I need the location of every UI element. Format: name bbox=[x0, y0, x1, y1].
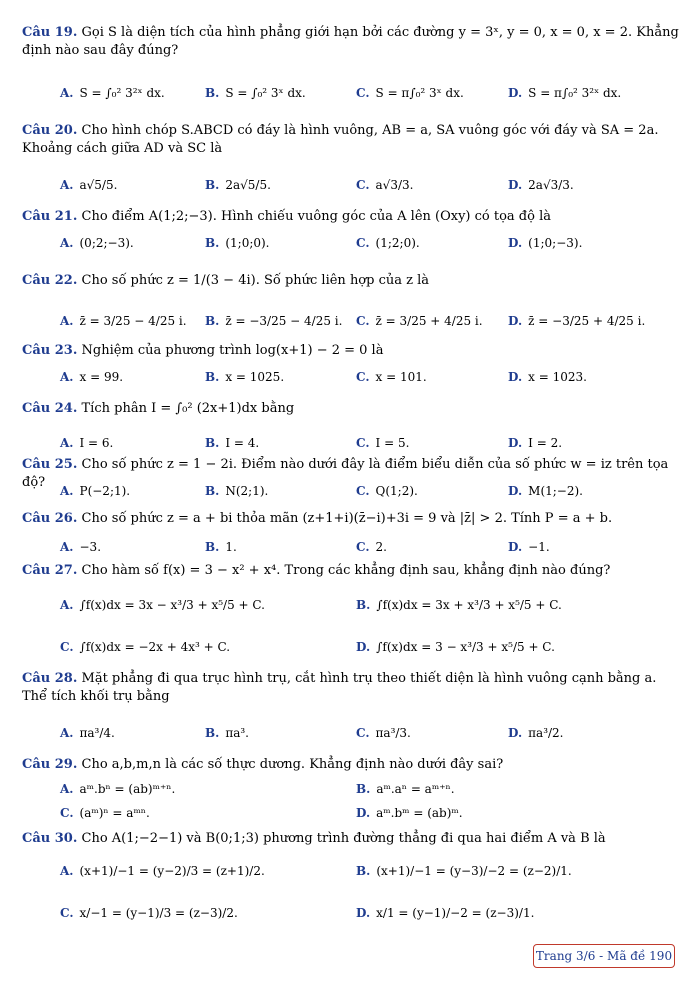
option-c[interactable]: C. I = 5. bbox=[356, 436, 410, 450]
question-text: Cho hình chóp S.ABCD có đáy là hình vuông, AB = a, SA vuông góc với đáy và SA = 2a. Khoảng cách giữa AD và SC là bbox=[22, 123, 659, 156]
question-text: Mặt phẳng đi qua trục hình trụ, cắt hình trụ theo thiết diện là hình vuông cạnh bằng a. Thể tích khối trụ bằng bbox=[22, 671, 657, 704]
option-b[interactable]: B. ∫f(x)dx = 3x + x³/3 + x⁵/5 + C. bbox=[356, 598, 562, 612]
option-c[interactable]: C. ∫f(x)dx = −2x + 4x³ + C. bbox=[60, 640, 231, 654]
question-number: Câu 22. bbox=[22, 273, 78, 288]
option-b[interactable]: B. N(2;1). bbox=[205, 484, 269, 498]
option-d[interactable]: D. M(1;−2). bbox=[508, 484, 583, 498]
option-a[interactable]: A. (0;2;−3). bbox=[60, 236, 134, 250]
option-a[interactable]: A. I = 6. bbox=[60, 436, 114, 450]
question-number: Câu 30. bbox=[22, 831, 78, 846]
option-d[interactable]: D. (1;0;−3). bbox=[508, 236, 583, 250]
question-number: Câu 24. bbox=[22, 401, 78, 416]
page-footer: Trang 3/6 - Mã đề 190 bbox=[533, 944, 675, 968]
question-text: Gọi S là diện tích của hình phẳng giới hạn bởi các đường y = 3ˣ, y = 0, x = 0, x = 2. Khẳng định nào sau đây đúng? bbox=[22, 25, 679, 58]
option-d[interactable]: D. 2a√3/3. bbox=[508, 178, 574, 192]
question-24 bbox=[22, 400, 682, 418]
option-c[interactable]: C. x/−1 = (y−1)/3 = (z−3)/2. bbox=[60, 906, 238, 920]
question-number: Câu 20. bbox=[22, 123, 78, 138]
question-number: Câu 29. bbox=[22, 757, 78, 772]
question-number: Câu 21. bbox=[22, 209, 78, 224]
question-22 bbox=[22, 272, 682, 290]
question-number: Câu 19. bbox=[22, 25, 78, 40]
question-number: Câu 25. bbox=[22, 457, 78, 472]
question-number: Câu 26. bbox=[22, 511, 78, 526]
option-b[interactable]: B. (1;0;0). bbox=[205, 236, 270, 250]
option-d[interactable]: D. I = 2. bbox=[508, 436, 563, 450]
option-d[interactable]: D. x = 1023. bbox=[508, 370, 587, 384]
question-20 bbox=[22, 122, 682, 158]
option-b[interactable]: B. x = 1025. bbox=[205, 370, 285, 384]
option-a[interactable]: A. S = ∫₀² 3²ˣ dx. bbox=[60, 86, 165, 100]
option-b[interactable]: B. πa³. bbox=[205, 726, 249, 740]
question-27 bbox=[22, 562, 682, 580]
option-a[interactable]: A. P(−2;1). bbox=[60, 484, 131, 498]
option-a[interactable]: A. z̄ = 3/25 − 4/25 i. bbox=[60, 314, 187, 328]
option-d[interactable]: D. ∫f(x)dx = 3 − x³/3 + x⁵/5 + C. bbox=[356, 640, 555, 654]
question-text: Cho điểm A(1;2;−3). Hình chiếu vuông góc của A lên (Oxy) có tọa độ là bbox=[81, 209, 551, 224]
question-number: Câu 23. bbox=[22, 343, 78, 358]
question-text: Nghiệm của phương trình log(x+1) − 2 = 0 là bbox=[81, 343, 384, 358]
option-b[interactable]: B. z̄ = −3/25 − 4/25 i. bbox=[205, 314, 343, 328]
question-text: Cho số phức z = 1/(3 − 4i). Số phức liên hợp của z là bbox=[81, 273, 430, 288]
option-a[interactable]: A. a√5/5. bbox=[60, 178, 118, 192]
option-c[interactable]: C. (aᵐ)ⁿ = aᵐⁿ. bbox=[60, 806, 150, 820]
question-text: Cho A(1;−2−1) và B(0;1;3) phương trình đường thẳng đi qua hai điểm A và B là bbox=[81, 831, 606, 846]
question-text: Cho số phức z = a + bi thỏa mãn (z+1+i)(z̄−i)+3i = 9 và |z̄| > 2. Tính P = a + b. bbox=[81, 511, 613, 526]
option-b[interactable]: B. aᵐ.aⁿ = aᵐ⁺ⁿ. bbox=[356, 782, 455, 796]
question-text: Cho a,b,m,n là các số thực dương. Khẳng định nào dưới đây sai? bbox=[81, 757, 504, 772]
option-c[interactable]: C. Q(1;2). bbox=[356, 484, 418, 498]
question-number: Câu 27. bbox=[22, 563, 78, 578]
option-b[interactable]: B. S = ∫₀² 3ˣ dx. bbox=[205, 86, 306, 100]
question-30 bbox=[22, 830, 682, 848]
option-b[interactable]: B. 1. bbox=[205, 540, 237, 554]
option-c[interactable]: C. (1;2;0). bbox=[356, 236, 420, 250]
option-c[interactable]: C. x = 101. bbox=[356, 370, 427, 384]
question-number: Câu 28. bbox=[22, 671, 78, 686]
question-19 bbox=[22, 24, 682, 60]
option-c[interactable]: C. S = π∫₀² 3ˣ dx. bbox=[356, 86, 464, 100]
option-d[interactable]: D. z̄ = −3/25 + 4/25 i. bbox=[508, 314, 646, 328]
option-d[interactable]: D. aᵐ.bᵐ = (ab)ᵐ. bbox=[356, 806, 463, 820]
question-28 bbox=[22, 670, 682, 706]
option-c[interactable]: C. 2. bbox=[356, 540, 387, 554]
question-26 bbox=[22, 510, 682, 528]
question-21 bbox=[22, 208, 682, 226]
option-d[interactable]: D. πa³/2. bbox=[508, 726, 564, 740]
question-text: Cho số phức z = 1 − 2i. Điểm nào dưới đây là điểm biểu diễn của số phức w = iz trên tọa độ? bbox=[22, 457, 669, 490]
option-d[interactable]: D. S = π∫₀² 3²ˣ dx. bbox=[508, 86, 622, 100]
option-c[interactable]: C. z̄ = 3/25 + 4/25 i. bbox=[356, 314, 483, 328]
option-b[interactable]: B. 2a√5/5. bbox=[205, 178, 271, 192]
option-b[interactable]: B. (x+1)/−1 = (y−3)/−2 = (z−2)/1. bbox=[356, 864, 572, 878]
option-a[interactable]: A. ∫f(x)dx = 3x − x³/3 + x⁵/5 + C. bbox=[60, 598, 265, 612]
option-d[interactable]: D. x/1 = (y−1)/−2 = (z−3)/1. bbox=[356, 906, 535, 920]
option-b[interactable]: B. I = 4. bbox=[205, 436, 260, 450]
question-text: Cho hàm số f(x) = 3 − x² + x⁴. Trong các khẳng định sau, khẳng định nào đúng? bbox=[81, 563, 611, 578]
option-d[interactable]: D. −1. bbox=[508, 540, 550, 554]
option-a[interactable]: A. aᵐ.bⁿ = (ab)ᵐ⁺ⁿ. bbox=[60, 782, 176, 796]
option-a[interactable]: A. −3. bbox=[60, 540, 102, 554]
question-23 bbox=[22, 342, 682, 360]
question-29 bbox=[22, 756, 682, 774]
question-text: Tích phân I = ∫₀² (2x+1)dx bằng bbox=[81, 401, 295, 416]
option-c[interactable]: C. a√3/3. bbox=[356, 178, 414, 192]
option-a[interactable]: A. (x+1)/−1 = (y−2)/3 = (z+1)/2. bbox=[60, 864, 265, 878]
option-a[interactable]: A. πa³/4. bbox=[60, 726, 115, 740]
option-c[interactable]: C. πa³/3. bbox=[356, 726, 411, 740]
option-a[interactable]: A. x = 99. bbox=[60, 370, 124, 384]
